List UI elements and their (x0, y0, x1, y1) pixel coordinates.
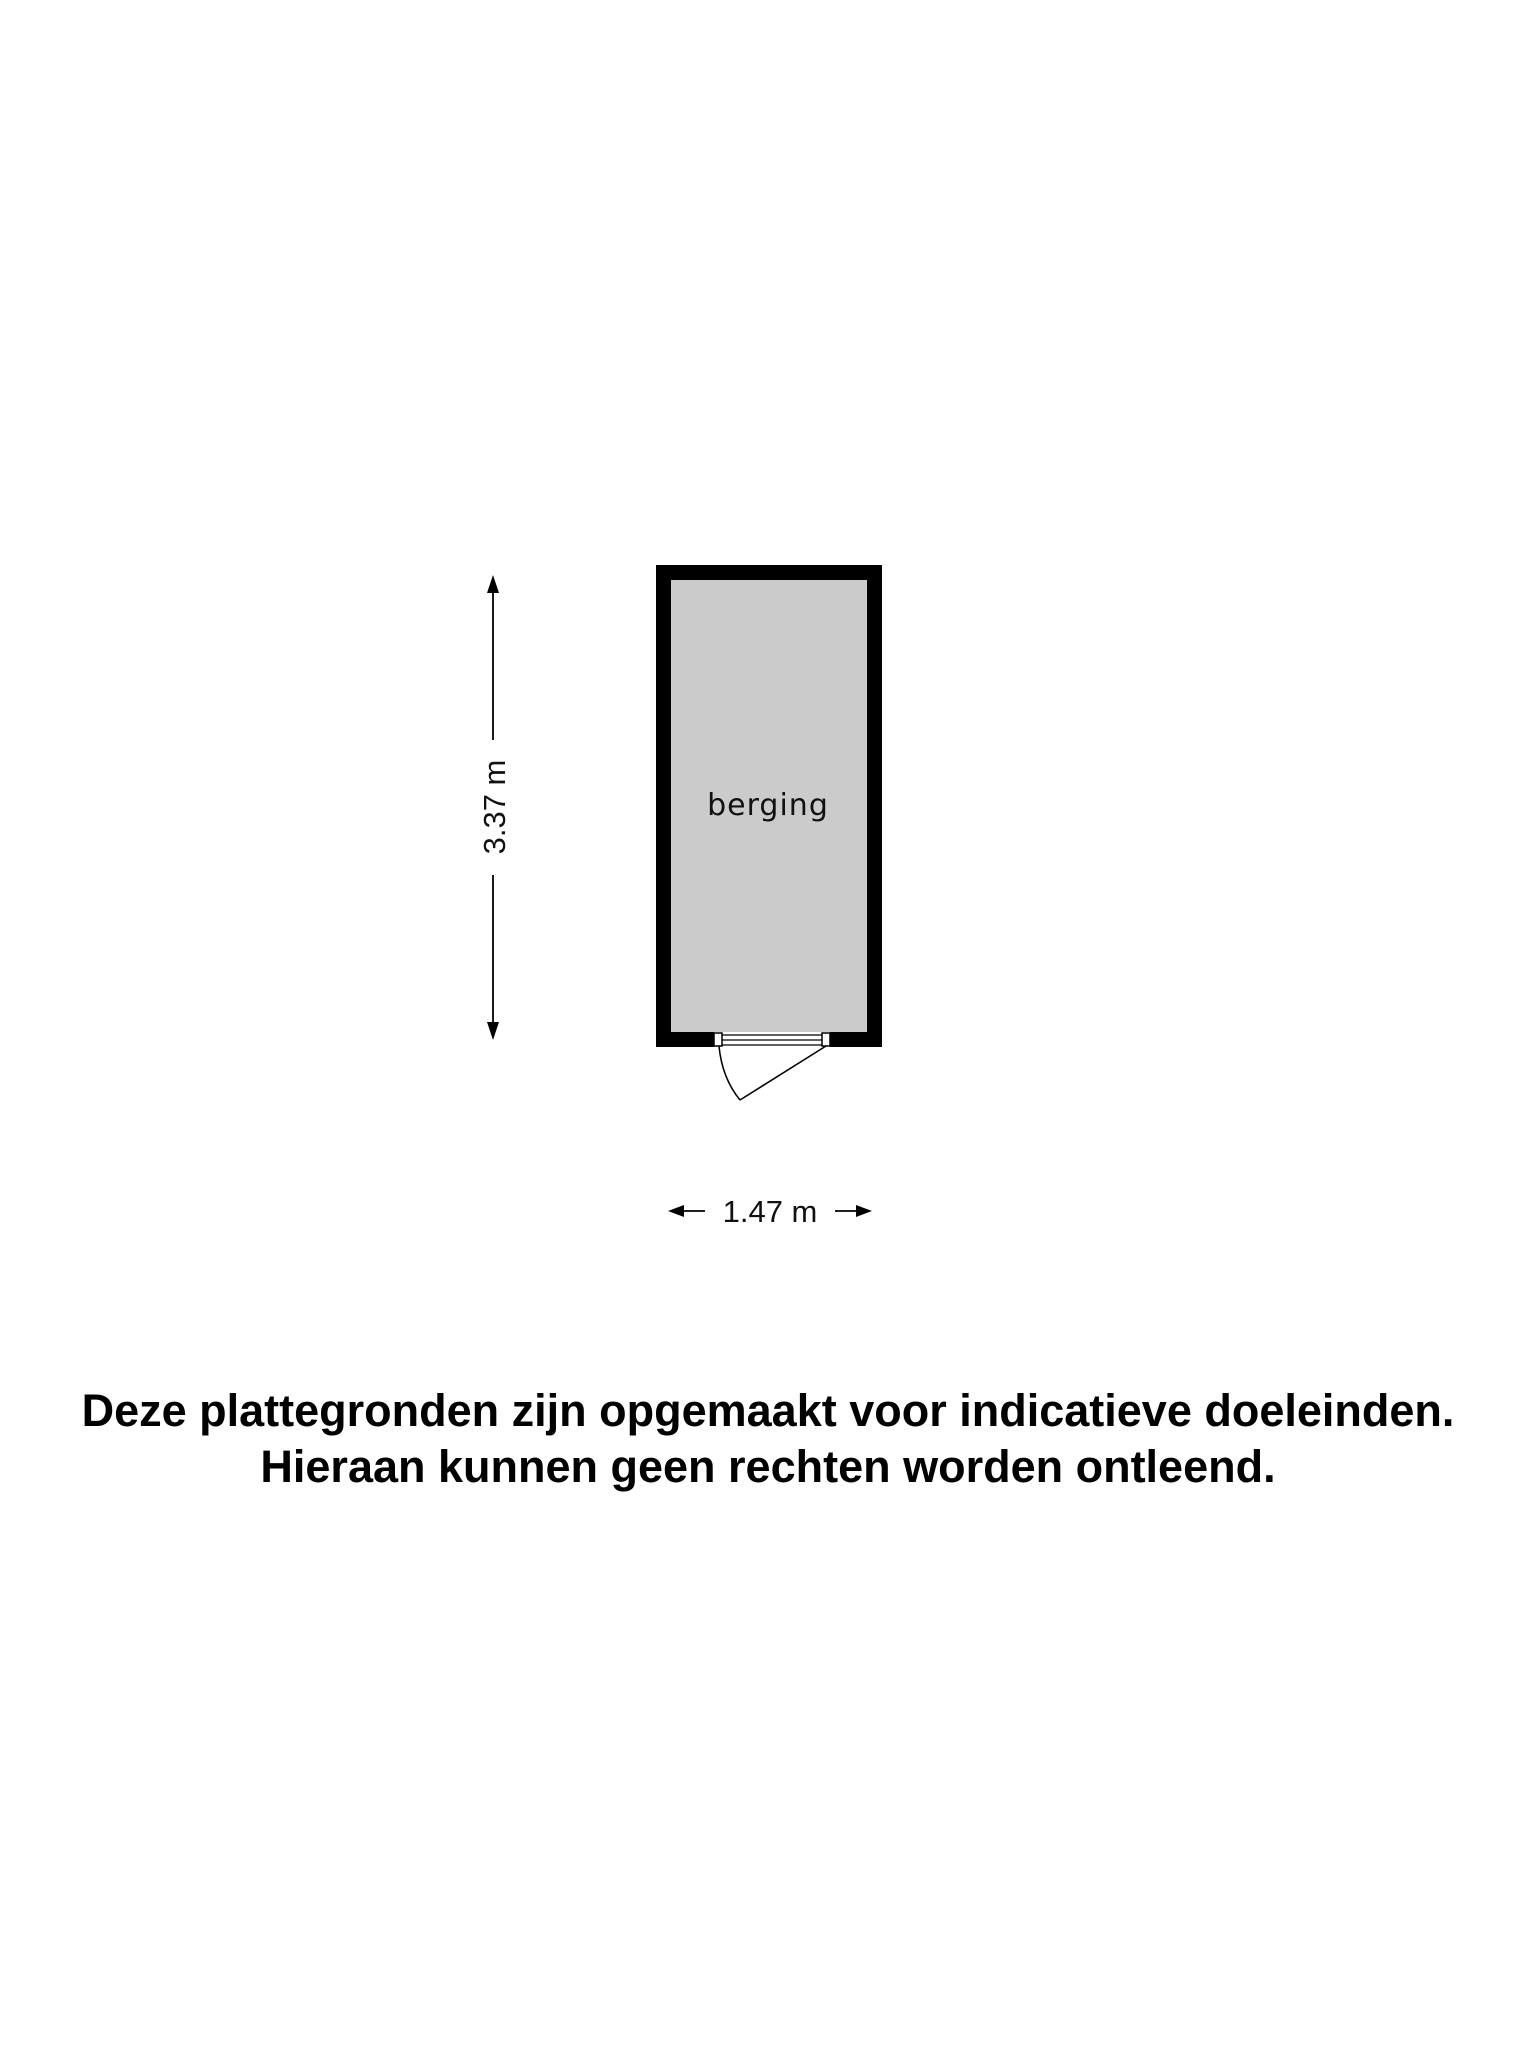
door-swing-arc (719, 1046, 740, 1100)
arrow-down-icon (487, 1022, 499, 1040)
arrow-right-icon (856, 1205, 872, 1217)
disclaimer (0, 1383, 1536, 1495)
width-dimension (668, 1194, 872, 1229)
arrow-left-icon (668, 1205, 684, 1217)
room-label: berging (707, 788, 829, 823)
height-dimension-label: 3.37 m (477, 759, 512, 855)
disclaimer-line-2: Hieraan kunnen geen rechten worden ontleend. (260, 1441, 1276, 1492)
disclaimer-line-1: Deze plattegronden zijn opgemaakt voor indicatieve doeleinden. (81, 1385, 1455, 1436)
door-leaf (740, 1046, 826, 1100)
width-dimension-label: 1.47 m (722, 1194, 818, 1229)
height-dimension (477, 575, 512, 1040)
arrow-up-icon (487, 575, 499, 593)
